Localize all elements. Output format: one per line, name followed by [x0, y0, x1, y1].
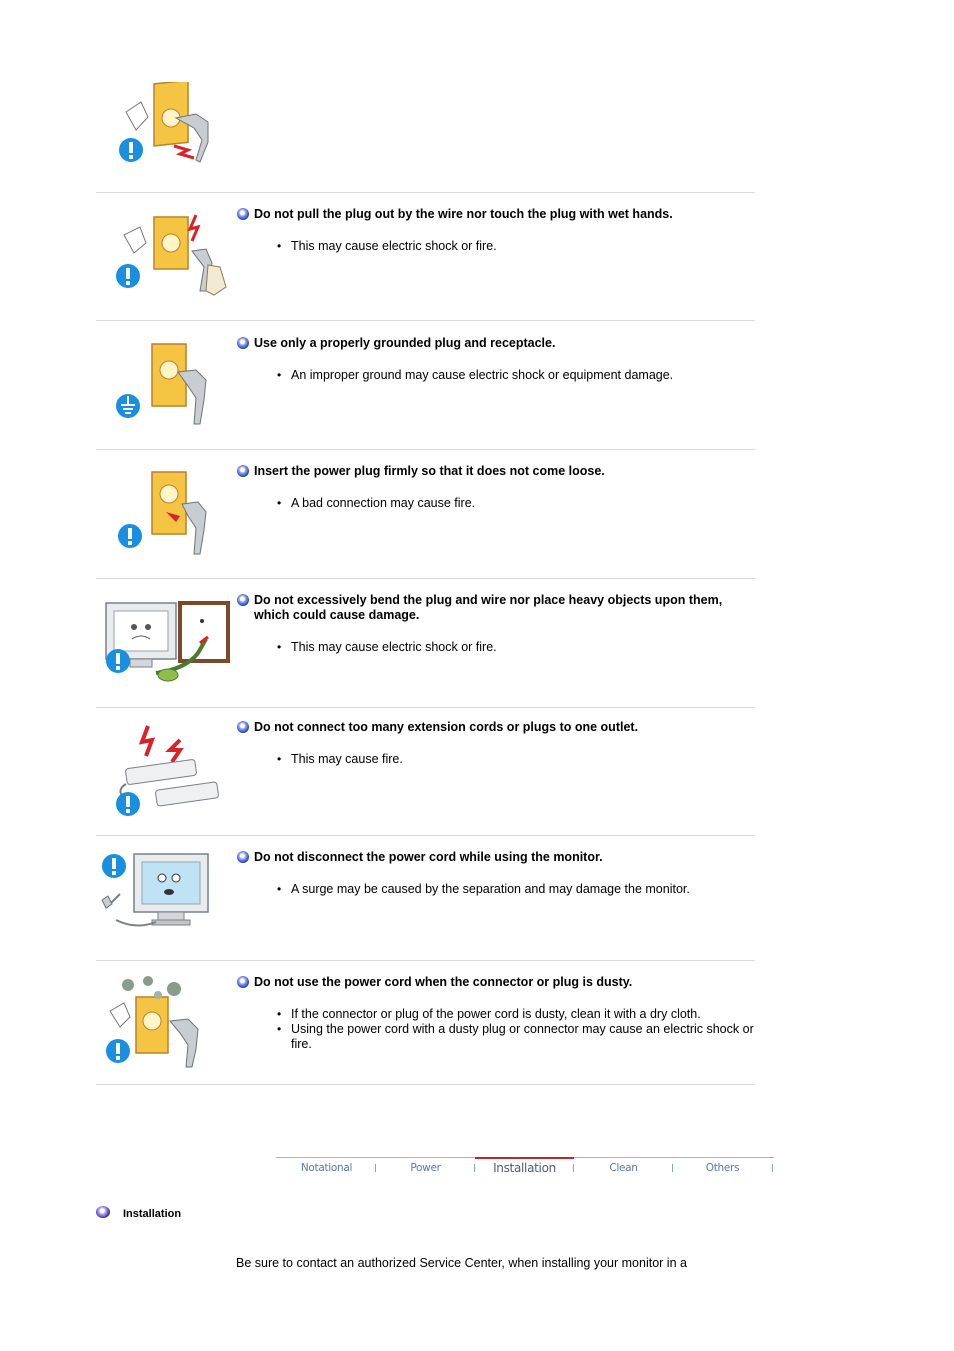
power-strips-illustration [96, 720, 232, 830]
row-divider [96, 960, 755, 961]
tab-notational[interactable]: Notational [300, 1162, 353, 1174]
section-bullet-icon [96, 1206, 110, 1218]
bullet-circle-icon [237, 465, 249, 477]
detail-list [237, 640, 755, 655]
row-content [237, 850, 755, 897]
bullet-circle-icon [237, 594, 249, 606]
row-content [237, 593, 755, 655]
tab-installation[interactable]: Installation [493, 1161, 556, 1175]
list-item: • This may cause fire. [291, 752, 755, 767]
detail-list [237, 1007, 755, 1052]
bullet-circle-icon [237, 721, 249, 733]
warning-heading: Insert the power plug firmly so that it does not come loose. [237, 464, 755, 479]
plug-outlet-illustration [96, 82, 232, 192]
list-item: • If the connector or plug of the power cord is dusty, clean it with a dry cloth. [291, 1007, 755, 1022]
detail-list [237, 368, 755, 383]
monitor-unplug-illustration [96, 850, 232, 960]
list-item: • A surge may be caused by the separation and may damage the monitor. [291, 882, 755, 897]
bullet-circle-icon [237, 337, 249, 349]
monitor-bent-cord-illustration [96, 593, 232, 703]
list-item: • Using the power cord with a dusty plug or connector may cause an electric shock or fire. [291, 1022, 755, 1052]
detail-list [237, 752, 755, 767]
list-item: • A bad connection may cause fire. [291, 496, 755, 511]
section-title-text: Installation [123, 1208, 182, 1220]
tab-divider [772, 1164, 773, 1172]
row-content [237, 975, 755, 1052]
section-nav [276, 1157, 774, 1178]
tab-others[interactable]: Others [705, 1162, 740, 1174]
row-divider [96, 1084, 755, 1085]
wet-hand-plug-illustration [96, 207, 232, 317]
row-content [237, 207, 755, 254]
active-tab-indicator [475, 1157, 574, 1159]
row-divider [96, 835, 755, 836]
tab-power[interactable]: Power [410, 1162, 441, 1174]
row-divider [96, 192, 755, 193]
warning-heading: Do not connect too many extension cords or plugs to one outlet. [237, 720, 755, 735]
detail-list [237, 239, 755, 254]
row-divider [96, 320, 755, 321]
warning-heading: Do not use the power cord when the connector or plug is dusty. [237, 975, 755, 990]
row-divider [96, 449, 755, 450]
grounded-plug-illustration [96, 336, 232, 446]
list-item: • This may cause electric shock or fire. [291, 640, 755, 655]
bullet-circle-icon [237, 208, 249, 220]
list-item: • An improper ground may cause electric shock or equipment damage. [291, 368, 755, 383]
warning-heading: Do not pull the plug out by the wire nor touch the plug with wet hands. [237, 207, 755, 222]
warning-heading: Use only a properly grounded plug and receptacle. [237, 336, 755, 351]
loose-plug-illustration [96, 464, 232, 574]
row-divider [96, 707, 755, 708]
row-content [237, 464, 755, 511]
dusty-plug-illustration [96, 975, 232, 1085]
tab-clean[interactable]: Clean [609, 1162, 638, 1174]
row-divider [96, 578, 755, 579]
bullet-circle-icon [237, 851, 249, 863]
row-content [237, 336, 755, 383]
bullet-circle-icon [237, 976, 249, 988]
warning-heading: Do not disconnect the power cord while using the monitor. [237, 850, 755, 865]
row-content [237, 720, 755, 767]
detail-list [237, 496, 755, 511]
detail-list [237, 882, 755, 897]
intro-text: Be sure to contact an authorized Service Center, when installing your monitor in a [236, 1256, 687, 1270]
warning-heading: Do not excessively bend the plug and wire nor place heavy objects upon them, which could cause damage. [237, 593, 755, 623]
list-item: • This may cause electric shock or fire. [291, 239, 755, 254]
